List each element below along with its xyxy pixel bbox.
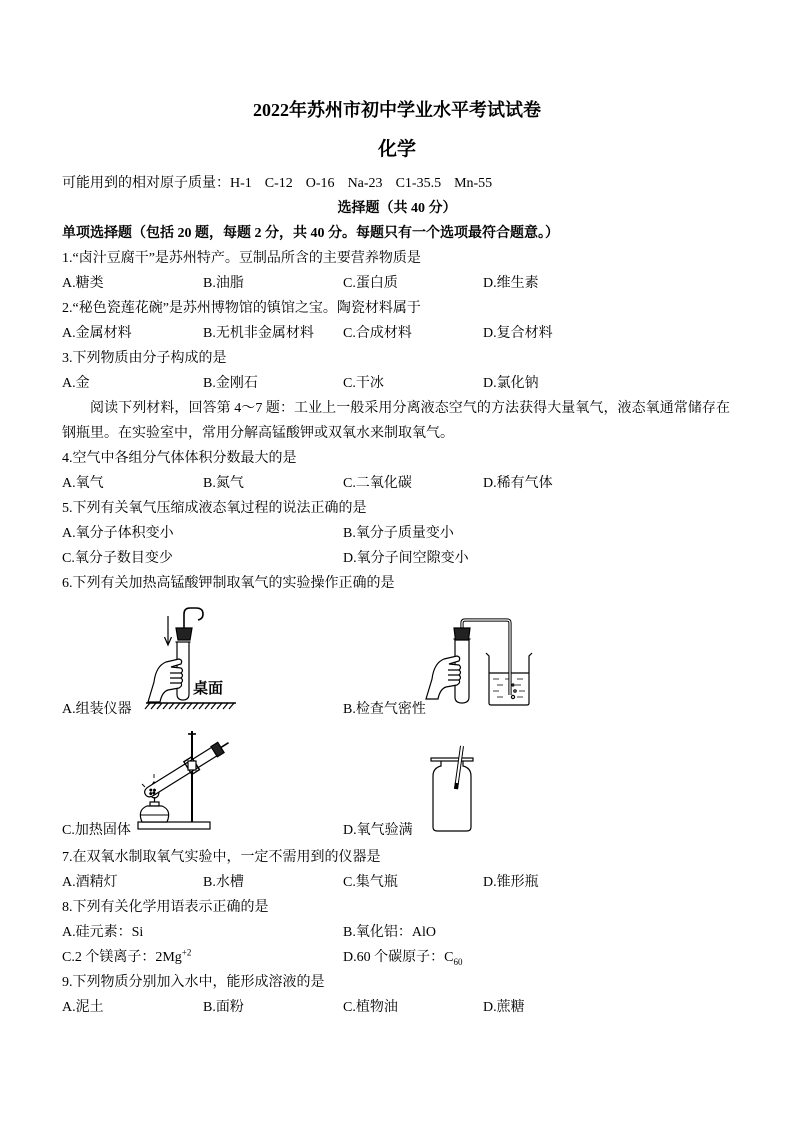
table-surface bbox=[145, 703, 236, 709]
gas-jar bbox=[433, 761, 471, 831]
glass-plate bbox=[431, 758, 473, 761]
options-row bbox=[62, 870, 732, 895]
atomic-mass-line bbox=[62, 171, 732, 196]
options-row bbox=[62, 521, 732, 546]
option-d bbox=[343, 945, 462, 970]
option-a: A.金属材料 bbox=[62, 326, 132, 341]
question-stem: 3.下列物质由分子构成的是 bbox=[62, 351, 227, 366]
options-row bbox=[62, 321, 732, 346]
options-row bbox=[62, 920, 732, 945]
atomic-mass-item: Mn-55 bbox=[454, 176, 493, 191]
figure-d-oxygen-full-test bbox=[425, 745, 485, 835]
option-a: A.硅元素：Si bbox=[62, 925, 144, 940]
atom-count-subscript: 60 bbox=[453, 956, 463, 967]
atomic-mass-item: C1-35.5 bbox=[395, 176, 442, 191]
subject-title: 化学 bbox=[377, 139, 416, 160]
option-c: C.氧分子数目变少 bbox=[62, 551, 173, 566]
ion-charge-superscript: +2 bbox=[181, 947, 192, 958]
atomic-mass-item: C-12 bbox=[264, 176, 293, 191]
options-row bbox=[62, 995, 732, 1020]
question-stem: 8.下列有关化学用语表示正确的是 bbox=[62, 900, 269, 915]
option-c-text: C.2 个镁离子：2Mg bbox=[62, 950, 182, 965]
option-c: C.植物油 bbox=[343, 1000, 398, 1015]
option-b: B.无机非金属材料 bbox=[203, 326, 314, 341]
rubber-stopper bbox=[454, 628, 470, 640]
question-stem: 2.“秘色瓷莲花碗”是苏州博物馆的镇馆之宝。陶瓷材料属于 bbox=[62, 301, 421, 316]
atomic-mass-item: Na-23 bbox=[347, 176, 383, 191]
option-d: D.氧气验满 bbox=[343, 823, 413, 838]
question-stem: 9.下列物质分别加入水中，能形成溶液的是 bbox=[62, 975, 325, 990]
exam-content bbox=[62, 171, 732, 1020]
figure-a-assemble-apparatus bbox=[140, 602, 240, 714]
option-b: B.金刚石 bbox=[203, 376, 258, 391]
option-c bbox=[62, 945, 191, 970]
option-b: B.水槽 bbox=[203, 875, 244, 890]
options-row bbox=[62, 945, 732, 970]
option-a: A.糖类 bbox=[62, 276, 104, 291]
options-row bbox=[62, 371, 732, 396]
option-d: D.稀有气体 bbox=[483, 476, 553, 491]
option-c: C.蛋白质 bbox=[343, 276, 398, 291]
option-b: B.氧分子质量变小 bbox=[343, 526, 454, 541]
rubber-stopper bbox=[176, 628, 192, 640]
option-d-text: D.60 个碳原子：C bbox=[343, 950, 454, 965]
table-surface-label: 桌面 bbox=[193, 681, 224, 697]
figure-row-cd bbox=[62, 722, 732, 845]
figure-c-heat-solid bbox=[130, 725, 230, 835]
option-b: B.油脂 bbox=[203, 276, 244, 291]
test-tube bbox=[141, 736, 232, 801]
question-stem: 6.下列有关加热高锰酸钾制取氧气的实验操作正确的是 bbox=[62, 576, 395, 591]
option-a: A.氧分子体积变小 bbox=[62, 526, 174, 541]
down-arrow-icon bbox=[165, 616, 172, 645]
option-c: C.加热固体 bbox=[62, 823, 131, 838]
option-d: D.复合材料 bbox=[483, 326, 553, 341]
option-c: C.干冰 bbox=[343, 376, 384, 391]
option-a: A.泥土 bbox=[62, 1000, 104, 1015]
option-d: D.维生素 bbox=[483, 276, 539, 291]
figure-row-ab bbox=[62, 596, 732, 722]
option-c: C.二氧化碳 bbox=[343, 476, 412, 491]
option-a: A.组装仪器 bbox=[62, 702, 132, 717]
option-a: A.酒精灯 bbox=[62, 875, 118, 890]
atomic-mass-item: O-16 bbox=[305, 176, 335, 191]
reading-passage-line: 钢瓶里。在实验室中，常用分解高锰酸钾或双氧水来制取氧气。 bbox=[62, 426, 454, 441]
option-b: B.氮气 bbox=[203, 476, 244, 491]
option-a: A.氧气 bbox=[62, 476, 104, 491]
exam-title: 2022年苏州市初中学业水平考试试卷 bbox=[253, 100, 541, 120]
atomic-mass-item: H-1 bbox=[230, 176, 252, 191]
clamp-boss bbox=[188, 761, 196, 770]
section-instructions: 单项选择题（包括 20 题，每题 2 分，共 40 分。每题只有一个选项最符合题意。） bbox=[62, 226, 559, 241]
glass-tube bbox=[184, 608, 203, 628]
question-stem: 5.下列有关氧气压缩成液态氧过程的说法正确的是 bbox=[62, 501, 367, 516]
section-title: 选择题（共 40 分） bbox=[337, 201, 457, 216]
question-stem: 4.空气中各组分气体体积分数最大的是 bbox=[62, 451, 297, 466]
options-row bbox=[62, 546, 732, 571]
atomic-mass-label: 可能用到的相对原子质量： bbox=[62, 176, 230, 191]
figure-b-check-airtightness bbox=[425, 615, 540, 710]
option-b: B.氧化铝：AlO bbox=[343, 925, 436, 940]
question-stem: 1.“卤汁豆腐干”是苏州特产。豆制品所含的主要营养物质是 bbox=[62, 251, 421, 266]
question-stem: 7.在双氧水制取氧气实验中，一定不需用到的仪器是 bbox=[62, 850, 381, 865]
options-row bbox=[62, 271, 732, 296]
reading-passage-line: 阅读下列材料，回答第 4～7 题：工业上一般采用分离液态空气的方法获得大量氧气，液态氧通常储存在 bbox=[90, 401, 730, 416]
option-d: D.氧分子间空隙变小 bbox=[343, 551, 469, 566]
option-a: A.金 bbox=[62, 376, 90, 391]
option-d: D.蔗糖 bbox=[483, 1000, 525, 1015]
option-b: B.面粉 bbox=[203, 1000, 244, 1015]
option-c: C.集气瓶 bbox=[343, 875, 398, 890]
option-c: C.合成材料 bbox=[343, 326, 412, 341]
option-d: D.氯化钠 bbox=[483, 376, 539, 391]
options-row bbox=[62, 471, 732, 496]
option-b: B.检查气密性 bbox=[343, 702, 426, 717]
option-d: D.锥形瓶 bbox=[483, 875, 539, 890]
